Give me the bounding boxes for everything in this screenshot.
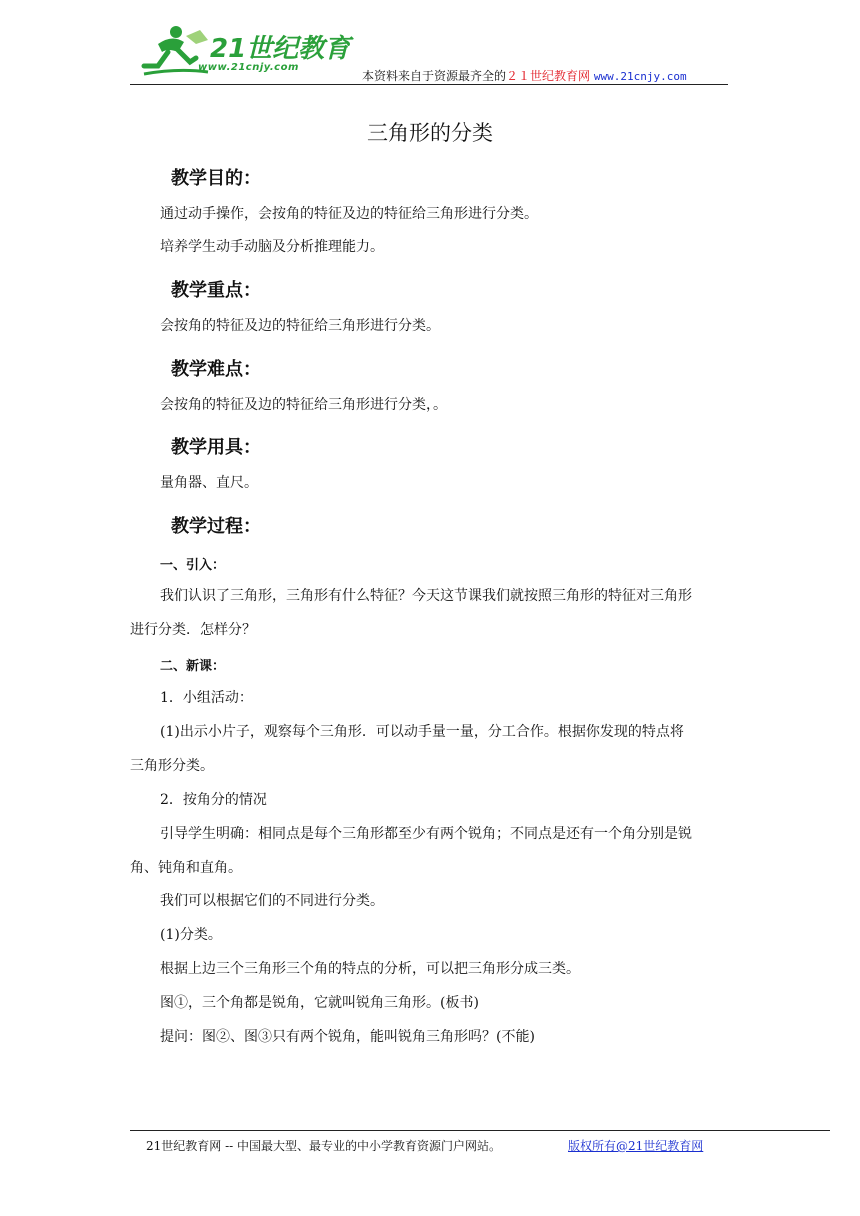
- classify-line: (1)分类。: [160, 927, 222, 943]
- tools-heading: 教学用具：: [171, 437, 261, 458]
- analysis-line: 根据上边三个三角形三个角的特点的分析，可以把三角形分成三类。: [160, 961, 580, 977]
- intro-text-1: 我们认识了三角形，三角形有什么特征？今天这节课我们就按照三角形的特征对三角形: [160, 588, 692, 604]
- process-heading: 教学过程：: [171, 516, 261, 537]
- footer-copyright-link[interactable]: 版权所有@21世纪教育网: [568, 1139, 704, 1153]
- intro-text-2: 进行分类．怎样分？: [130, 622, 256, 638]
- site-logo: [138, 22, 351, 86]
- goal-line-2: 培养学生动手动脑及分析推理能力。: [160, 239, 384, 255]
- header-source: [362, 67, 687, 84]
- key-line: 会按角的特征及边的特征给三角形进行分类。: [160, 318, 440, 334]
- difficult-heading: 教学难点：: [171, 359, 261, 380]
- key-heading: 教学重点：: [171, 280, 261, 301]
- goal-heading: 教学目的：: [171, 168, 261, 189]
- goal-line-1: 通过动手操作，会按角的特征及边的特征给三角形进行分类。: [160, 206, 538, 222]
- tools-line: 量角器、直尺。: [160, 475, 258, 491]
- header-divider: [130, 84, 728, 85]
- guide-text-1: 引导学生明确：相同点是每个三角形都至少有两个锐角；不同点是还有一个角分别是锐: [160, 826, 692, 842]
- logo-text: 21世纪教育: [210, 34, 351, 64]
- figure-1-line: 图①，三个角都是锐角，它就叫锐角三角形。(板书): [160, 995, 479, 1011]
- item-1-text-2: 三角形分类。: [130, 758, 214, 774]
- difference-line: 我们可以根据它们的不同进行分类。: [160, 893, 384, 909]
- footer-text: 21世纪教育网 -- 中国最大型、最专业的中小学教育资源门户网站。: [146, 1139, 502, 1153]
- header-source-prefix: 本资料来自于资源最齐全的: [362, 69, 507, 83]
- footer-divider: [130, 1130, 830, 1131]
- logo-url: www.21cnjy.com: [198, 62, 299, 73]
- new-lesson-label: 二、新课：: [160, 659, 226, 674]
- header-source-site[interactable]: ２１世纪教育网: [506, 69, 591, 83]
- item-1-text-1: (1)出示小片子，观察每个三角形．可以动手量一量，分工合作。根据你发现的特点将: [160, 724, 684, 740]
- item-1: 1．小组活动：: [160, 690, 253, 706]
- difficult-line: 会按角的特征及边的特征给三角形进行分类，。: [160, 397, 447, 413]
- question-line: 提问：图②、图③只有两个锐角，能叫锐角三角形吗？(不能): [160, 1029, 535, 1045]
- header-source-url[interactable]: www.21cnjy.com: [593, 70, 687, 83]
- intro-label: 一、引入：: [160, 558, 226, 573]
- item-2: 2．按角分的情况: [160, 792, 267, 808]
- guide-text-2: 角、钝角和直角。: [130, 860, 242, 876]
- page-title: 三角形的分类: [367, 121, 493, 145]
